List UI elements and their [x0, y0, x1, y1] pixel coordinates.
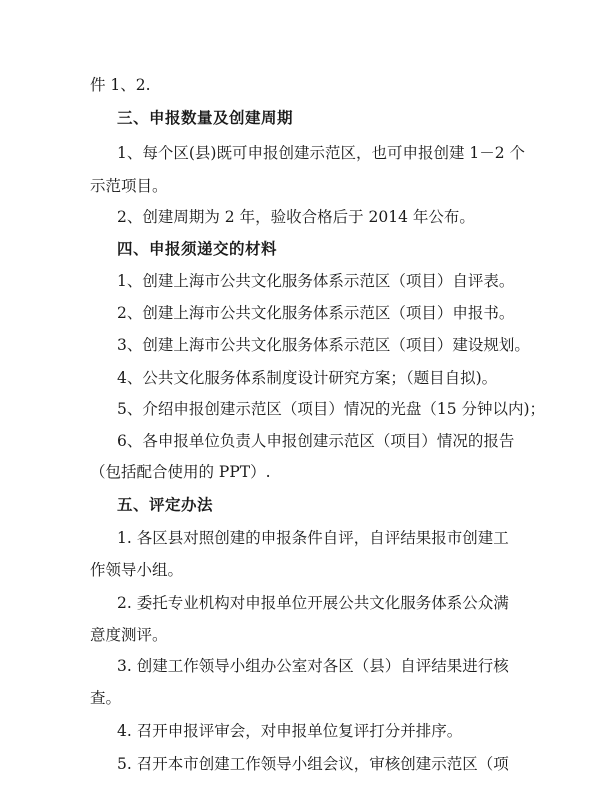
- list-item: 3. 创建工作领导小组办公室对各区（县）自评结果进行核: [117, 657, 509, 675]
- list-item: 6、各申报单位负责人申报创建示范区（项目）情况的报告: [117, 432, 515, 450]
- list-item: 2、创建上海市公共文化服务体系示范区（项目）申报书。: [117, 304, 515, 322]
- list-item: 4. 召开申报评审会，对申报单位复评打分并排序。: [117, 722, 463, 740]
- list-item-continuation: 作领导小组。: [90, 561, 184, 579]
- list-item-continuation: 意度测评。: [90, 626, 168, 644]
- list-item: 5. 召开本市创建工作领导小组会议，审核创建示范区（项: [117, 755, 509, 773]
- list-item: 4、公共文化服务体系制度设计研究方案；（题目自拟)。: [117, 369, 498, 387]
- list-item: 1. 各区县对照创建的申报条件自评，自评结果报市创建工: [117, 529, 509, 547]
- paragraph-line: 2、创建周期为 2 年，验收合格后于 2014 年公布。: [117, 208, 475, 226]
- list-item: 3、创建上海市公共文化服务体系示范区（项目）建设规划。: [117, 336, 530, 354]
- paragraph-line: 示范项目。: [90, 177, 168, 195]
- section-heading-5: 五、评定办法: [117, 496, 214, 514]
- section-heading-4: 四、申报须递交的材料: [117, 240, 278, 258]
- list-item: 5、介绍申报创建示范区（项目）情况的光盘（15 分钟以内)；: [117, 400, 546, 418]
- text-line-continuation: 件 1、2.: [90, 76, 151, 94]
- list-item: 2. 委托专业机构对申报单位开展公共文化服务体系公众满: [117, 594, 509, 612]
- list-item-continuation: 查。: [90, 689, 122, 707]
- list-item: 1、创建上海市公共文化服务体系示范区（项目）自评表。: [117, 272, 515, 290]
- list-item-continuation: （包括配合使用的 PPT）.: [90, 463, 271, 481]
- section-heading-3: 三、申报数量及创建周期: [117, 109, 294, 127]
- paragraph-line: 1、每个区(县)既可申报创建示范区，也可申报创建 1－2 个: [117, 144, 526, 162]
